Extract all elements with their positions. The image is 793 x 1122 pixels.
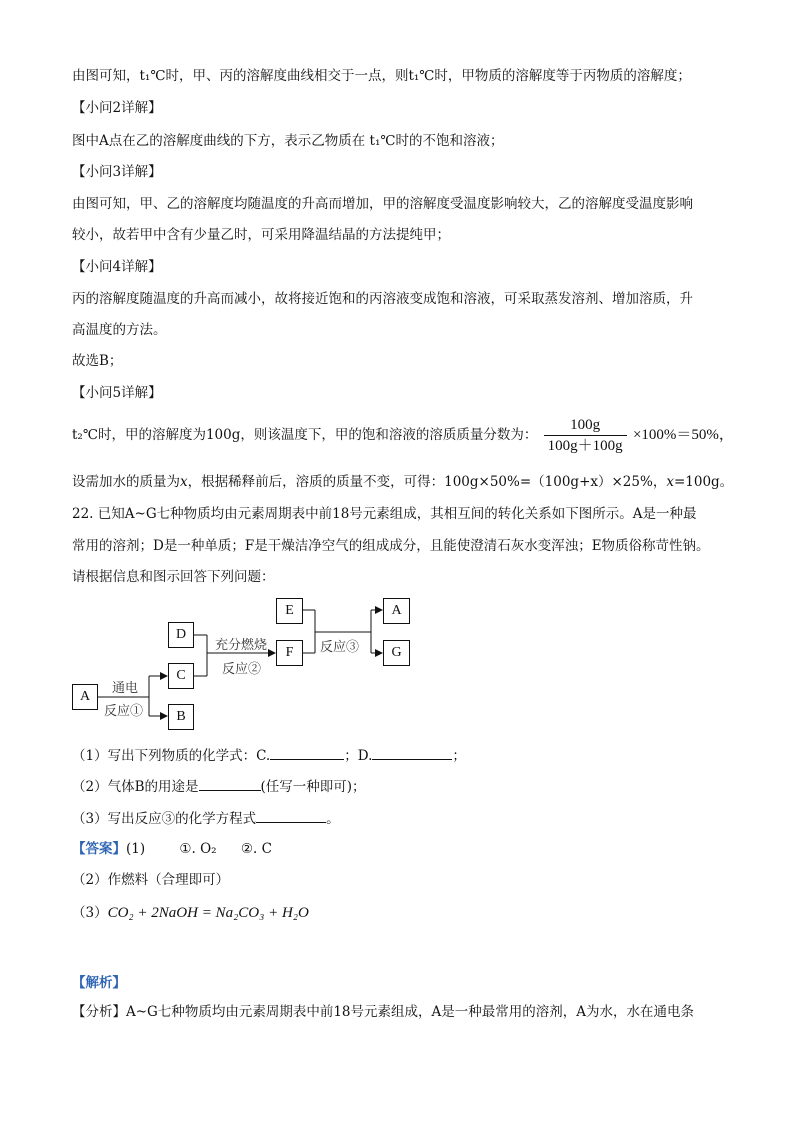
answer-tag: 【答案】 bbox=[72, 841, 126, 857]
question-1-end: ； bbox=[452, 748, 466, 764]
answer-blank-d bbox=[372, 745, 452, 760]
analysis-tag: 【解析】 bbox=[72, 975, 126, 991]
answer-1-part-1: ①. O₂ bbox=[179, 841, 217, 857]
question-3-end: 。 bbox=[326, 811, 340, 827]
answer-blank-b-use bbox=[199, 776, 261, 791]
label-burn: 充分燃烧 bbox=[215, 638, 268, 653]
analysis-line-1: 【分析】A~G七种物质均由元素周期表中前18号元素组成，A是一种最常用的溶剂，A为水，水在通电条 bbox=[72, 1004, 695, 1020]
subquestion-2-heading: 【小问2详解】 bbox=[72, 100, 162, 116]
analysis-heading bbox=[72, 973, 126, 993]
answer-line-3 bbox=[72, 903, 309, 923]
solution-line-4b: 高温度的方法。 bbox=[72, 322, 167, 338]
question-1-sep: ；D. bbox=[344, 748, 373, 764]
variable-x-2: x bbox=[666, 474, 674, 490]
answer-blank-equation bbox=[256, 808, 326, 823]
answer-1-part-2: ②. C bbox=[240, 841, 272, 857]
solution-line-6c: =100g。 bbox=[673, 474, 734, 490]
box-d: D bbox=[168, 622, 194, 648]
box-a: A bbox=[72, 684, 98, 710]
question-22-line-3: 请根据信息和图示回答下列问题： bbox=[72, 569, 275, 585]
question-3-text: （3）写出反应③的化学方程式 bbox=[72, 811, 257, 827]
question-1-text: （1）写出下列物质的化学式：C. bbox=[72, 748, 271, 764]
question-2-end: (任写一种即可)； bbox=[260, 779, 366, 795]
question-2-text: （2）气体B的用途是 bbox=[72, 779, 199, 795]
solution-line-4a: 丙的溶解度随温度的升高而减小，故将接近饱和的丙溶液变成饱和溶液，可采取蒸发溶剂、增加溶质，升 bbox=[72, 291, 693, 307]
box-a-product: A bbox=[383, 598, 410, 624]
variable-x: x bbox=[180, 474, 188, 490]
box-f: F bbox=[276, 640, 303, 666]
solution-line-3a: 由图可知，甲、乙的溶解度均随温度的升高而增加，甲的溶解度受温度影响较大，乙的溶解度受温度影响 bbox=[72, 196, 693, 212]
box-e: E bbox=[276, 598, 303, 624]
question-22-line-1: 22. 已知A~G七种物质均由元素周期表中前18号元素组成，其相互间的转化关系如下图所示。A是一种最 bbox=[72, 506, 697, 522]
answer-1-number: (1) bbox=[126, 841, 146, 857]
label-tongdian: 通电 bbox=[112, 681, 139, 696]
box-c: C bbox=[168, 663, 194, 689]
question-2 bbox=[72, 776, 366, 797]
answer-3-number: （3） bbox=[72, 905, 108, 921]
solution-line-6a: 设需加水的质量为 bbox=[72, 474, 180, 490]
solution-line-1: 由图可知，t₁℃时，甲、丙的溶解度曲线相交于一点，则t₁℃时，甲物质的溶解度等于丙物质的溶解度； bbox=[72, 68, 691, 84]
solution-line-2: 图中A点在乙的溶解度曲线的下方，表示乙物质在 t₁℃时的不饱和溶液； bbox=[72, 133, 504, 149]
answer-line-2: （2）作燃料（合理即可） bbox=[72, 872, 230, 888]
question-22-line-2: 常用的溶剂；D是一种单质；F是干燥洁净空气的组成成分，且能使澄清石灰水变浑浊；E物质俗称苛性钠。 bbox=[72, 538, 710, 554]
question-3 bbox=[72, 808, 340, 829]
question-1 bbox=[72, 745, 466, 766]
solution-line-3b: 较小，故若甲中含有少量乙时，可采用降温结晶的方法提纯甲； bbox=[72, 227, 450, 243]
label-reaction-3: 反应③ bbox=[320, 640, 360, 655]
fraction-numerator: 100g bbox=[544, 415, 627, 436]
box-b: B bbox=[168, 704, 194, 730]
fraction-denominator: 100g＋100g bbox=[547, 438, 623, 454]
solution-line-6b: ，根据稀释前后，溶质的质量不变，可得：100g×50%=（100g+x）×25%， bbox=[187, 474, 667, 490]
subquestion-3-heading: 【小问3详解】 bbox=[72, 164, 162, 180]
box-g: G bbox=[383, 640, 410, 666]
subquestion-5-heading: 【小问5详解】 bbox=[72, 385, 162, 401]
answer-line-1 bbox=[72, 839, 272, 859]
label-reaction-1: 反应① bbox=[104, 704, 144, 719]
answer-3-equation: CO₂ + 2NaOH = Na₂CO₃ + H₂O bbox=[107, 905, 309, 921]
solution-line-4c: 故选B； bbox=[72, 353, 123, 369]
subquestion-4-heading: 【小问4详解】 bbox=[72, 259, 162, 275]
answer-blank-c bbox=[270, 745, 344, 760]
solution-line-5-text: t₂℃时，甲的溶解度为100g，则该温度下，甲的饱和溶液的溶质质量分数为： bbox=[72, 427, 538, 443]
label-reaction-2: 反应② bbox=[222, 662, 262, 677]
fraction-tail: ×100%＝50%， bbox=[632, 427, 734, 443]
